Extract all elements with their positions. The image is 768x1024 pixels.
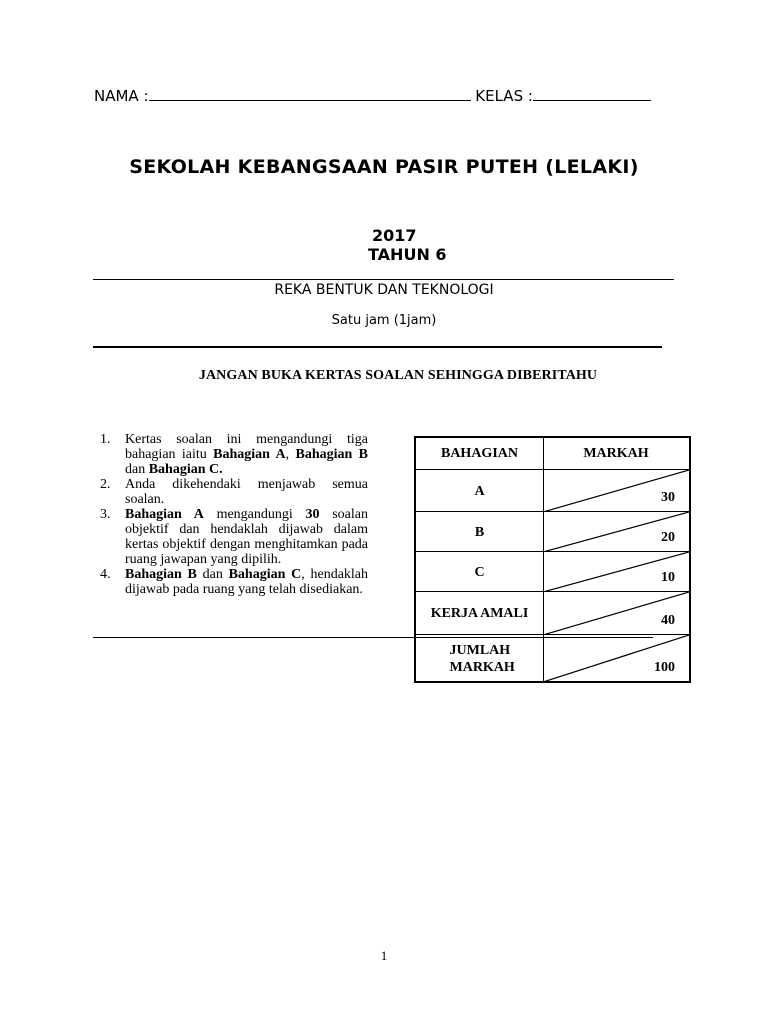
instruction-number: 4. [100,567,111,582]
student-info-line [94,86,651,105]
instruction-item [100,507,368,567]
exam-year: 2017 [372,226,417,245]
marks-cell [543,470,689,512]
marks-value: 40 [661,613,675,628]
table-row [416,551,689,592]
section-column-header: BAHAGIAN [416,438,544,469]
warning-notice: JANGAN BUKA KERTAS SOALAN SEHINGGA DIBERITAHU [198,368,598,383]
table-row [416,511,689,552]
marks-cell [543,512,689,552]
section-label: KERJA AMALI [416,592,544,635]
instruction-text: Anda dikehendaki menjawab semua soalan. [125,477,368,507]
exam-duration: Satu jam (1jam) [331,313,437,328]
divider-thick [93,346,662,348]
school-name: SEKOLAH KEBANGSAAN PASIR PUTEH (LELAKI) [129,156,639,178]
kelas-field[interactable] [533,86,651,101]
instruction-item [100,432,368,477]
marks-value: 20 [661,530,675,545]
nama-field[interactable] [149,86,471,101]
instruction-number: 1. [100,432,111,447]
kelas-label: KELAS : [475,87,533,105]
subject-title: REKA BENTUK DAN TEKNOLOGI [274,282,494,298]
marks-cell [543,552,689,592]
section-label: A [416,470,544,512]
instruction-item [100,567,368,597]
marks-cell [543,592,689,635]
nama-label: NAMA : [94,87,149,105]
instructions-list [100,432,368,597]
instruction-number: 3. [100,507,111,522]
table-header-row [416,438,689,469]
section-label: B [416,512,544,552]
table-row [416,469,689,512]
divider-top [93,279,674,280]
instruction-number: 2. [100,477,111,492]
table-total-row [416,634,689,682]
instruction-item [100,477,368,507]
marks-table [414,436,691,683]
section-label: C [416,552,544,592]
page-number: 1 [380,948,388,963]
marks-value: 10 [661,570,675,585]
marks-cell [543,635,689,682]
marks-value: 30 [661,490,675,505]
section-label: JUMLAH MARKAH [416,635,544,682]
marks-value: 100 [654,660,675,675]
instruction-text: Bahagian A mengandungi 30 soalan objektif dan hendaklah dijawab dalam kertas objektif dengan menghitamkan pada ruang jawapan yang dipilih. [125,507,368,567]
instruction-text: Bahagian B dan Bahagian C, hendaklah dijawab pada ruang yang telah disediakan. [125,567,369,597]
grade-level: TAHUN 6 [368,245,447,264]
instruction-text: Kertas soalan ini mengandungi tiga bahagian iaitu Bahagian A, Bahagian B dan Bahagian C. [125,432,368,477]
marks-column-header: MARKAH [583,445,649,461]
table-row [416,591,689,635]
